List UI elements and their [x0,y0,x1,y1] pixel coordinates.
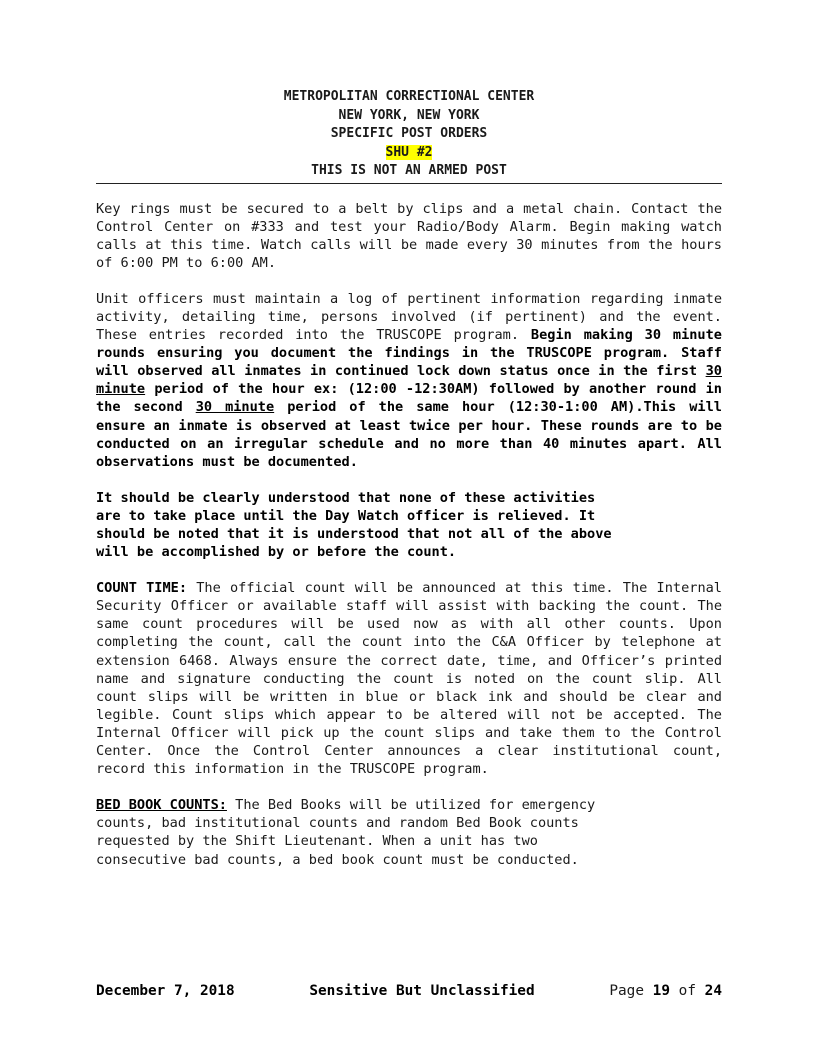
paragraph-key-rings: Key rings must be secured to a belt by clips and a metal chain. Contact the Control Center on #333 and test your Radio/Body Alarm. Begin making watch calls at this time. Watch calls will be made every 30 minutes from the hours of 6:00 PM to 6:00 AM. [96,200,722,271]
bed-book-line: counts, bad institutional counts and random Bed Book counts [96,815,579,832]
rounds-instructions-end: period of the same hour (12:30-1:00 AM).This will ensure an inmate is observed at least twice per hour. These rounds are to be conducted on an irregular schedule and no more than 40 minutes apart. All observations must be documented. [96,399,722,470]
rounds-interval-first: 30 minute [96,363,722,398]
document-page [96,88,722,887]
bed-book-line: requested by the Shift Lieutenant. When a unit has two [96,833,538,850]
paragraph-unit-log [96,290,722,471]
document-header [96,88,722,181]
footer-date: December 7, 2018 [96,983,235,999]
bed-book-line: The Bed Books will be utilized for emergency [235,797,596,814]
count-time-text: The official count will be announced at this time. The Internal Security Officer or available staff will assist with backing the count. The same count procedures will be used now as with all other counts. Upon completing the count, call the count into the C&A Officer by telephone at extension 6468. Always ensure the correct date, time, and Officer’s printed name and signature conducting the count is noted on the count slip. All count slips will be written in blue or black ink and should be clear and legible. Count slips which appear to be altered will not be accepted. The Internal Officer will pick up the count slips and take them to the Control Center. Once the Control Center announces a clear institutional count, record this information in the TRUSCOPE program. [96,580,722,778]
footer-classification: Sensitive But Unclassified [309,983,535,999]
paragraph-activities-note [96,489,722,561]
rounds-instructions-cont: period of the hour ex: (12:00 -12:30AM) followed by another round in the second [96,381,722,416]
header-post-name: SHU #2 [385,144,433,160]
activities-note-line: will be accomplished by or before the count. [96,544,457,561]
header-institution: METROPOLITAN CORRECTIONAL CENTER [283,89,535,104]
paragraph-bed-book-counts [96,796,722,868]
header-divider [96,183,722,184]
paragraph-count-time [96,579,722,778]
activities-note-line: should be noted that it is understood that not all of the above [96,526,612,542]
rounds-instructions: Begin making 30 minute rounds ensuring you document the findings in the TRUSCOPE program. Staff will observed all inmates in continued lock down status once in the first [96,327,722,380]
unit-log-text: Unit officers must maintain a log of pertinent information regarding inmate activity, detailing time, persons involved (if pertinent) and the event. These entries recorded into the TRUSCOPE program. [96,290,722,344]
header-armed-status: THIS IS NOT AN ARMED POST [311,163,507,178]
activities-note-line: are to take place until the Day Watch officer is relieved. It [96,507,596,524]
header-location: NEW YORK, NEW YORK [338,107,480,123]
bed-book-line: consecutive bad counts, a bed book count must be conducted. [96,851,579,868]
bed-book-label: BED BOOK COUNTS: [96,797,227,814]
page-footer [96,983,722,999]
rounds-interval-second: 30 minute [195,399,275,416]
activities-note-line: It should be clearly understood that none of these activities [96,489,596,506]
footer-page-number: Page 19 of 24 [609,983,722,999]
count-time-label: COUNT TIME: [96,580,188,597]
header-doc-type: SPECIFIC POST ORDERS [330,126,488,141]
